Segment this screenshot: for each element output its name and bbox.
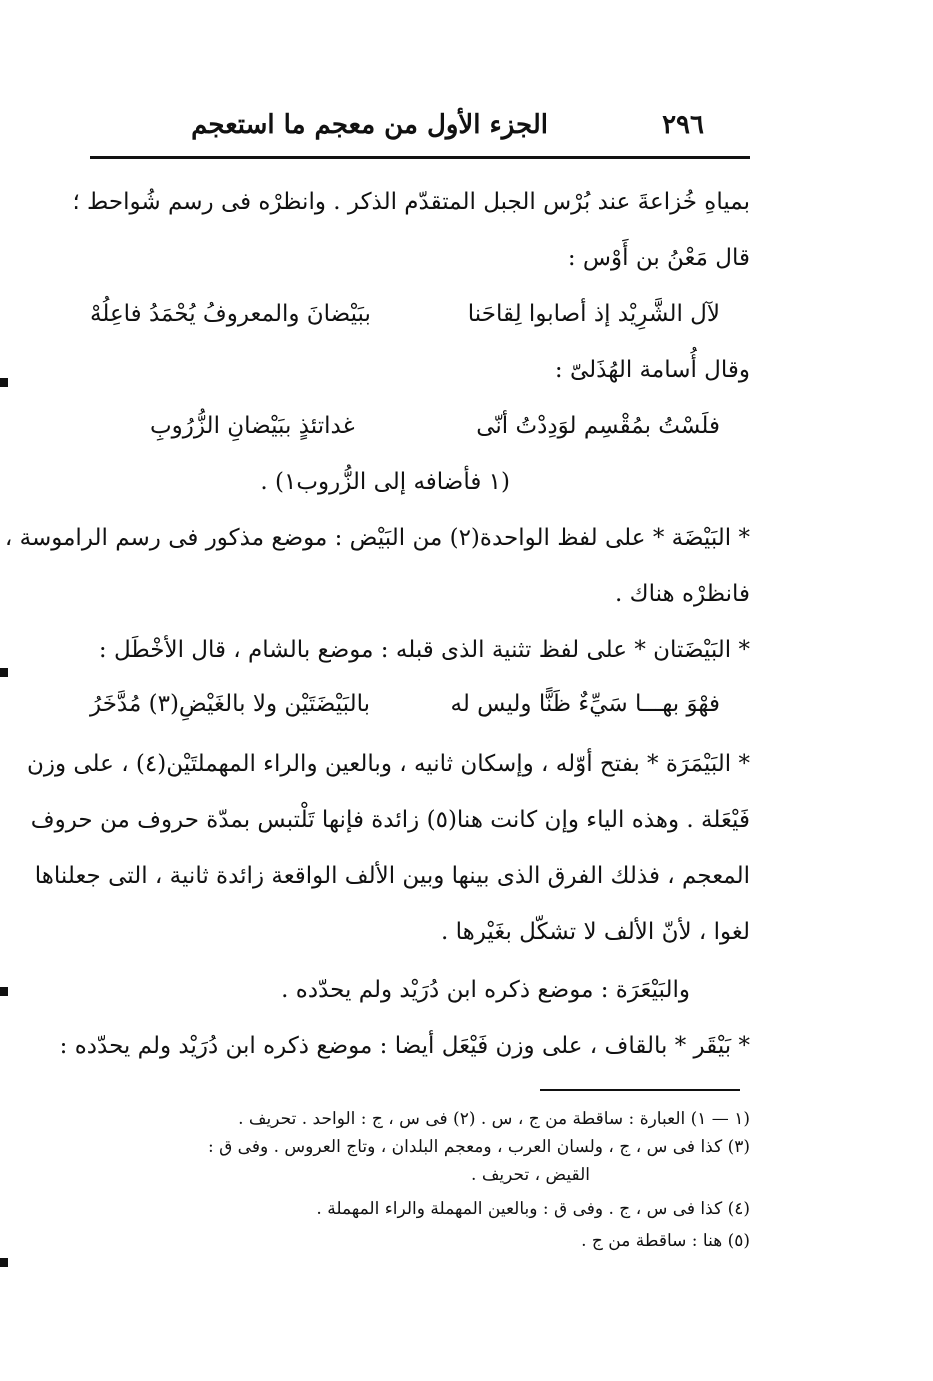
text-line: والبَيْعَرَة : موضع ذكره ابن دُرَيْد ولم يحدّده . xyxy=(281,977,690,1003)
text-line: بمياهِ خُزاعةَ عند بُرْس الجبل المتقدّم الذكر . وانظرْه فى رسم شُواحط ؛ xyxy=(72,189,750,215)
page-header xyxy=(90,110,748,154)
scan-edge-mark xyxy=(0,987,8,996)
scan-edge-mark xyxy=(0,1258,8,1267)
footnote: (٣) كذا فى س ، ج ، ولسان العرب ، ومعجم البلدان ، وتاج العروس . وفى ق : xyxy=(207,1137,750,1157)
verse-hemistich: غداتئذٍ ببَيْضانِ الزُّرُوبِ xyxy=(150,413,355,439)
verse-hemistich: لآل الشَّرِيْد إذ أصابوا لِقاحَنا xyxy=(467,301,720,327)
verse-hemistich: فهْوَ بهـــا سَيِّءٌ ظَنًّا وليس له xyxy=(450,691,720,717)
verse-hemistich: بالبَيْضَتَيْن ولا بالغَيْضِ(٣) مُدَّخَرُ xyxy=(90,691,371,717)
running-title: الجزء الأول من معجم ما استعجم xyxy=(191,110,548,140)
text-line: قال مَعْنُ بن أَوْس : xyxy=(567,245,750,271)
footnote: القيض ، تحريف . xyxy=(471,1165,590,1185)
entry-heading-line: * بَيْقَر * بالقاف ، على وزن فَيْعَل أيضا : موضع ذكره ابن دُرَيْد ولم يحدّده : xyxy=(59,1033,750,1059)
text-line: فَيْعَلة . وهذه الياء وإن كانت هنا(٥) زائدة فإنها تَلْتبس بمدّة حروف من حروف xyxy=(30,807,750,833)
verse-hemistich: ببَيْضانَ والمعروفُ يُحْمَدُ فاعِلُهْ xyxy=(90,301,371,327)
verse-hemistich: فلَسْتُ بمُقْسِم لوَدِدْتُ أنّى xyxy=(476,413,720,439)
page-number: ٢٩٦ xyxy=(662,110,704,140)
text-line: (١ فأضافه إلى الزُّروب١) . xyxy=(260,469,510,495)
scan-edge-mark xyxy=(0,668,8,677)
text-line: المعجم ، فذلك الفرق الذى بينها وبين الألف الواقعة زائدة ثانية ، التى جعلناها xyxy=(34,863,750,889)
footnote: (٥) هنا : ساقطة من ج . xyxy=(581,1231,750,1251)
scan-edge-mark xyxy=(0,378,8,387)
entry-heading-line: * البَيْمَرَة * بفتح أوّله ، وإسكان ثانيه ، وبالعين والراء المهملتَيْن(٤) ، على وزن xyxy=(26,751,750,777)
text-line: وقال أُسامة الهُذَلىّ : xyxy=(554,357,750,383)
entry-heading-line: * البَيْضَتان * على لفظ تثنية الذى قبله : موضع بالشام ، قال الأخْطَل : xyxy=(98,637,750,663)
header-rule xyxy=(90,156,750,159)
text-line: لغوا ، لأنّ الألف لا تشكّل بغَيْرها . xyxy=(440,919,750,945)
entry-heading-line: * البَيْضَة * على لفظ الواحدة(٢) من البَيْض : موضع مذكور فى رسم الراموسة ، xyxy=(4,525,750,551)
text-line: فانظرْه هناك . xyxy=(615,581,750,607)
footnote: (١ — ١) العبارة : ساقطة من ج ، س . (٢) فى س ، ج : الواحد . تحريف . xyxy=(238,1109,750,1129)
footnote: (٤) كذا فى س ، ج . وفى ق : وبالعين المهملة والراء المهملة . xyxy=(316,1199,750,1219)
footnote-rule xyxy=(540,1089,740,1091)
